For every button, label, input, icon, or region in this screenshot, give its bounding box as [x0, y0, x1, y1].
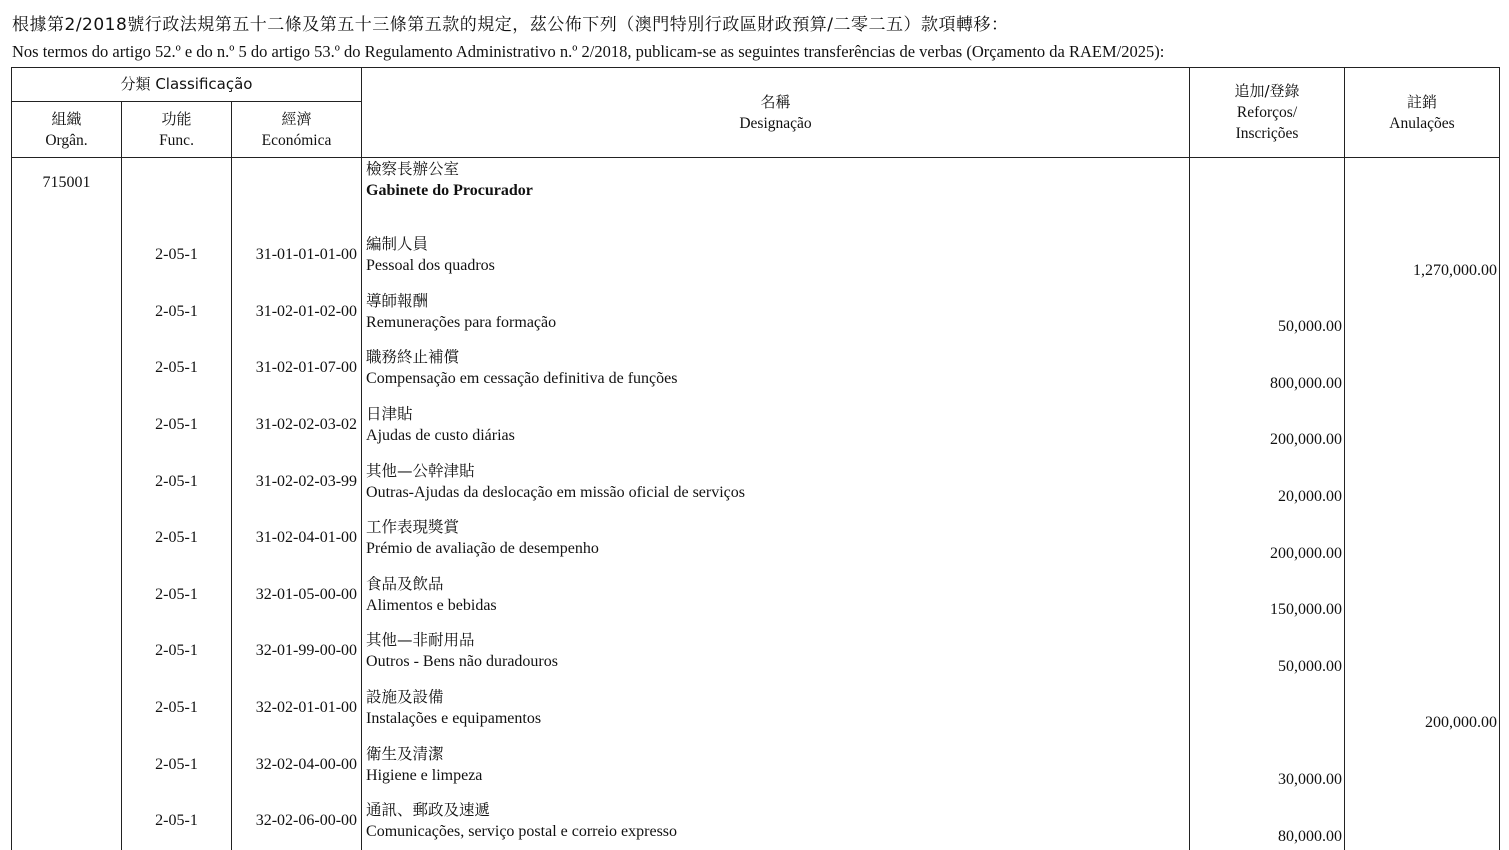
annulment-amount [1345, 510, 1500, 567]
intro-portuguese: Nos termos do artigo 52.º e do n.º 5 do artigo 53.º do Regulamento Administrativo n.º 2/2018, publicam-se as seguintes transferências de verbas (Orçamento da RAEM/2025): [12, 42, 1165, 61]
economic-code: 32-01-05-00-00 [232, 567, 362, 624]
reinforcement-amount: 50,000.00 [1190, 623, 1345, 680]
function-code: 2-05-1 [122, 453, 232, 510]
reinforcement-amount: 80,000.00 [1190, 793, 1345, 850]
function-code: 2-05-1 [122, 623, 232, 680]
annulment-amount [1345, 397, 1500, 454]
reinforcement-amount: 200,000.00 [1190, 397, 1345, 454]
economic-code: 31-02-02-03-99 [232, 453, 362, 510]
table-row [12, 680, 1500, 737]
transfer-table [11, 67, 1500, 850]
table-row [12, 340, 1500, 397]
function-code: 2-05-1 [122, 340, 232, 397]
economic-code: 32-02-01-01-00 [232, 680, 362, 737]
economic-code: 31-02-04-01-00 [232, 510, 362, 567]
organ-header: 組織 Orgân. [12, 102, 122, 158]
reinforcement-amount: 200,000.00 [1190, 510, 1345, 567]
designation: 食品及飲品 Alimentos e bebidas [362, 567, 1190, 624]
annulment-amount [1345, 284, 1500, 341]
economic-code: 31-02-01-02-00 [232, 284, 362, 341]
function-code: 2-05-1 [122, 510, 232, 567]
designation: 其他—公幹津貼 Outras-Ajudas da deslocação em missão oficial de serviços [362, 453, 1190, 510]
designation: 設施及設備 Instalações e equipamentos [362, 680, 1190, 737]
economic-header: 經濟 Económica [232, 102, 362, 158]
table-row [12, 397, 1500, 454]
organ-row [12, 158, 1500, 228]
annulment-amount [1345, 736, 1500, 793]
table-body [12, 158, 1500, 850]
function-code: 2-05-1 [122, 793, 232, 850]
designation: 編制人員 Pessoal dos quadros [362, 227, 1190, 284]
reinforcement-amount [1190, 227, 1345, 284]
economic-code: 31-02-01-07-00 [232, 340, 362, 397]
economic-code: 32-02-04-00-00 [232, 736, 362, 793]
designation: 衛生及清潔 Higiene e limpeza [362, 736, 1190, 793]
reinforcement-amount: 20,000.00 [1190, 453, 1345, 510]
function-code: 2-05-1 [122, 680, 232, 737]
annulment-header: 註銷 Anulações [1345, 68, 1500, 158]
organ-code: 715001 [12, 158, 122, 228]
reinforcement-amount: 30,000.00 [1190, 736, 1345, 793]
economic-code: 32-01-99-00-00 [232, 623, 362, 680]
table-row [12, 510, 1500, 567]
designation: 通訊、郵政及速遞 Comunicações, serviço postal e correio expresso [362, 793, 1190, 850]
reinforcement-amount: 50,000.00 [1190, 284, 1345, 341]
table-row [12, 793, 1500, 850]
annulment-amount: 200,000.00 [1345, 680, 1500, 737]
economic-code: 31-01-01-01-00 [232, 227, 362, 284]
table-row [12, 453, 1500, 510]
designation: 職務終止補償 Compensação em cessação definitiva de funções [362, 340, 1190, 397]
table-row [12, 623, 1500, 680]
annulment-amount [1345, 567, 1500, 624]
designation: 日津貼 Ajudas de custo diárias [362, 397, 1190, 454]
reinforcement-amount: 150,000.00 [1190, 567, 1345, 624]
reinforcement-header: 追加/登錄 Reforços/ Inscrições [1190, 68, 1345, 158]
reinforcement-amount [1190, 680, 1345, 737]
organ-name: 檢察長辦公室 Gabinete do Procurador [362, 158, 1190, 228]
table-row [12, 284, 1500, 341]
designation: 工作表現獎賞 Prémio de avaliação de desempenho [362, 510, 1190, 567]
function-code: 2-05-1 [122, 397, 232, 454]
function-code: 2-05-1 [122, 736, 232, 793]
intro-chinese: 根據第2/2018號行政法規第五十二條及第五十三條第五款的規定，茲公佈下列（澳門特別行政區財政預算/二零二五）款項轉移： [12, 15, 1009, 35]
table-header [12, 68, 1500, 158]
annulment-amount [1345, 340, 1500, 397]
function-code: 2-05-1 [122, 567, 232, 624]
annulment-amount [1345, 453, 1500, 510]
function-header: 功能 Func. [122, 102, 232, 158]
annulment-amount [1345, 623, 1500, 680]
annulment-amount: 1,270,000.00 [1345, 227, 1500, 284]
classification-header: 分類 Classificação [12, 68, 362, 102]
designation: 其他—非耐用品 Outros - Bens não duradouros [362, 623, 1190, 680]
table-row [12, 227, 1500, 284]
table-row [12, 567, 1500, 624]
table-row [12, 736, 1500, 793]
economic-code: 31-02-02-03-02 [232, 397, 362, 454]
function-code: 2-05-1 [122, 284, 232, 341]
designation: 導師報酬 Remunerações para formação [362, 284, 1190, 341]
designation-header: 名稱 Designação [362, 68, 1190, 158]
economic-code: 32-02-06-00-00 [232, 793, 362, 850]
annulment-amount [1345, 793, 1500, 850]
reinforcement-amount: 800,000.00 [1190, 340, 1345, 397]
function-code: 2-05-1 [122, 227, 232, 284]
